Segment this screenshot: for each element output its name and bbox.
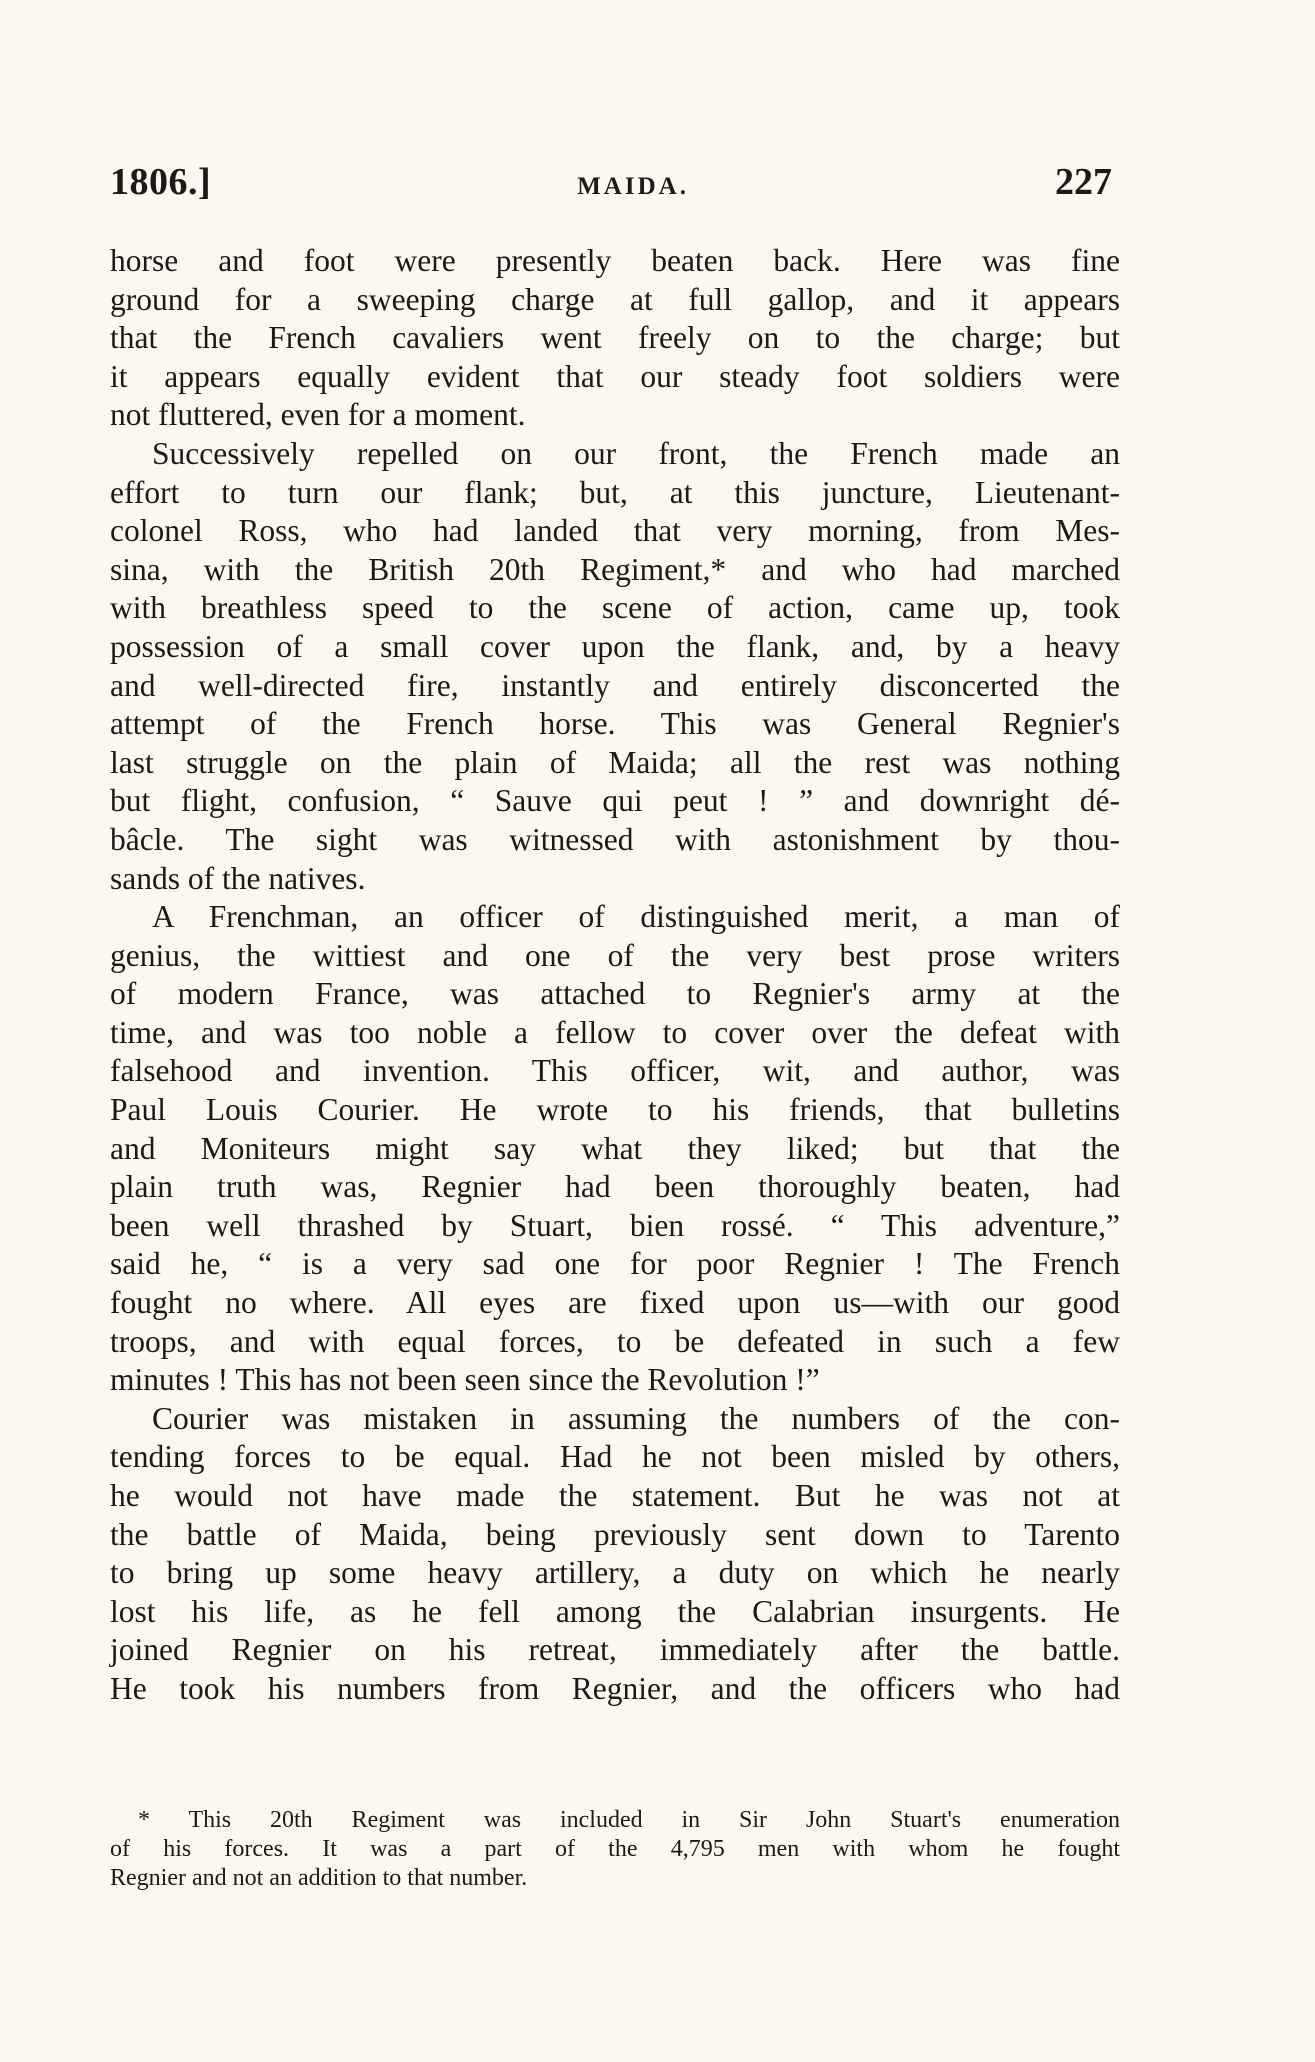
text-line: Successively repelled on our front, the French made an	[152, 435, 1120, 471]
text-line: not fluttered, even for a moment.	[110, 397, 526, 433]
running-title: MAIDA.	[577, 173, 689, 200]
text-line: to bring up some heavy artillery, a duty on which he nearly	[110, 1555, 1120, 1591]
text-line: ground for a sweeping charge at full gallop, and it appears	[110, 281, 1120, 317]
text-line: and Moniteurs might say what they liked; but that the	[110, 1130, 1120, 1166]
footnote	[110, 1806, 1120, 1893]
text-line: but flight, confusion, “ Sauve qui peut ! ” and downright dé-	[110, 783, 1120, 819]
header-year: 1806.]	[110, 161, 212, 203]
text-line: said he, “ is a very sad one for poor Regnier ! The French	[110, 1246, 1120, 1282]
text-line: he would not have made the statement. But he was not at	[110, 1478, 1120, 1513]
text-line: last struggle on the plain of Maida; all the rest was nothing	[110, 744, 1120, 780]
body-text	[110, 242, 1120, 1709]
text-line: Courier was mistaken in assuming the numbers of the con-	[152, 1400, 1120, 1436]
text-line: troops, and with equal forces, to be defeated in such a few	[110, 1323, 1120, 1359]
text-line: with breathless speed to the scene of action, came up, took	[110, 590, 1120, 626]
running-header	[110, 160, 1112, 220]
text-line: the battle of Maida, being previously sent down to Tarento	[110, 1516, 1120, 1552]
text-line: possession of a small cover upon the flank, and, by a heavy	[110, 628, 1120, 664]
text-line: sands of the natives.	[110, 860, 366, 896]
text-line: Paul Louis Courier. He wrote to his friends, that bulletins	[110, 1092, 1120, 1128]
text-line: time, and was too noble a fellow to cover over the defeat with	[110, 1014, 1120, 1050]
text-line: that the French cavaliers went freely on to the charge; but	[110, 320, 1120, 356]
text-line: A Frenchman, an officer of distinguished merit, a man of	[152, 899, 1120, 935]
text-line: it appears equally evident that our steady foot soldiers were	[110, 358, 1120, 394]
text-line: tending forces to be equal. Had he not been misled by others,	[110, 1439, 1120, 1475]
footnote-line: * This 20th Regiment was included in Sir John Stuart's enumeration	[138, 1807, 1120, 1833]
text-line: plain truth was, Regnier had been thoroughly beaten, had	[110, 1169, 1120, 1205]
text-line: joined Regnier on his retreat, immediately after the battle.	[110, 1632, 1120, 1668]
text-line: minutes ! This has not been seen since the Revolution !”	[110, 1362, 820, 1398]
text-line: genius, the wittiest and one of the very best prose writers	[110, 937, 1120, 973]
text-line: attempt of the French horse. This was General Regnier's	[110, 706, 1120, 742]
text-line: fought no where. All eyes are fixed upon us—with our good	[110, 1285, 1120, 1321]
text-line: been well thrashed by Stuart, bien rossé. “ This adventure,”	[110, 1207, 1120, 1243]
text-line: effort to turn our flank; but, at this juncture, Lieutenant-	[110, 474, 1120, 510]
text-line: He took his numbers from Regnier, and the officers who had	[110, 1670, 1120, 1706]
text-line: horse and foot were presently beaten back. Here was fine	[110, 243, 1120, 278]
text-line: colonel Ross, who had landed that very morning, from Mes-	[110, 513, 1120, 549]
text-line: of modern France, was attached to Regnier's army at the	[110, 976, 1120, 1012]
text-line: lost his life, as he fell among the Calabrian insurgents. He	[110, 1593, 1120, 1629]
text-line: bâcle. The sight was witnessed with astonishment by thou-	[110, 821, 1120, 857]
text-line: sina, with the British 20th Regiment,* and who had marched	[110, 551, 1120, 587]
page-number: 227	[1055, 161, 1112, 203]
text-line: and well-directed fire, instantly and entirely disconcerted the	[110, 667, 1120, 703]
footnote-line: Regnier and not an addition to that number.	[110, 1865, 528, 1891]
text-line: falsehood and invention. This officer, wit, and author, was	[110, 1053, 1120, 1089]
footnote-line: of his forces. It was a part of the 4,795 men with whom he fought	[110, 1836, 1120, 1862]
